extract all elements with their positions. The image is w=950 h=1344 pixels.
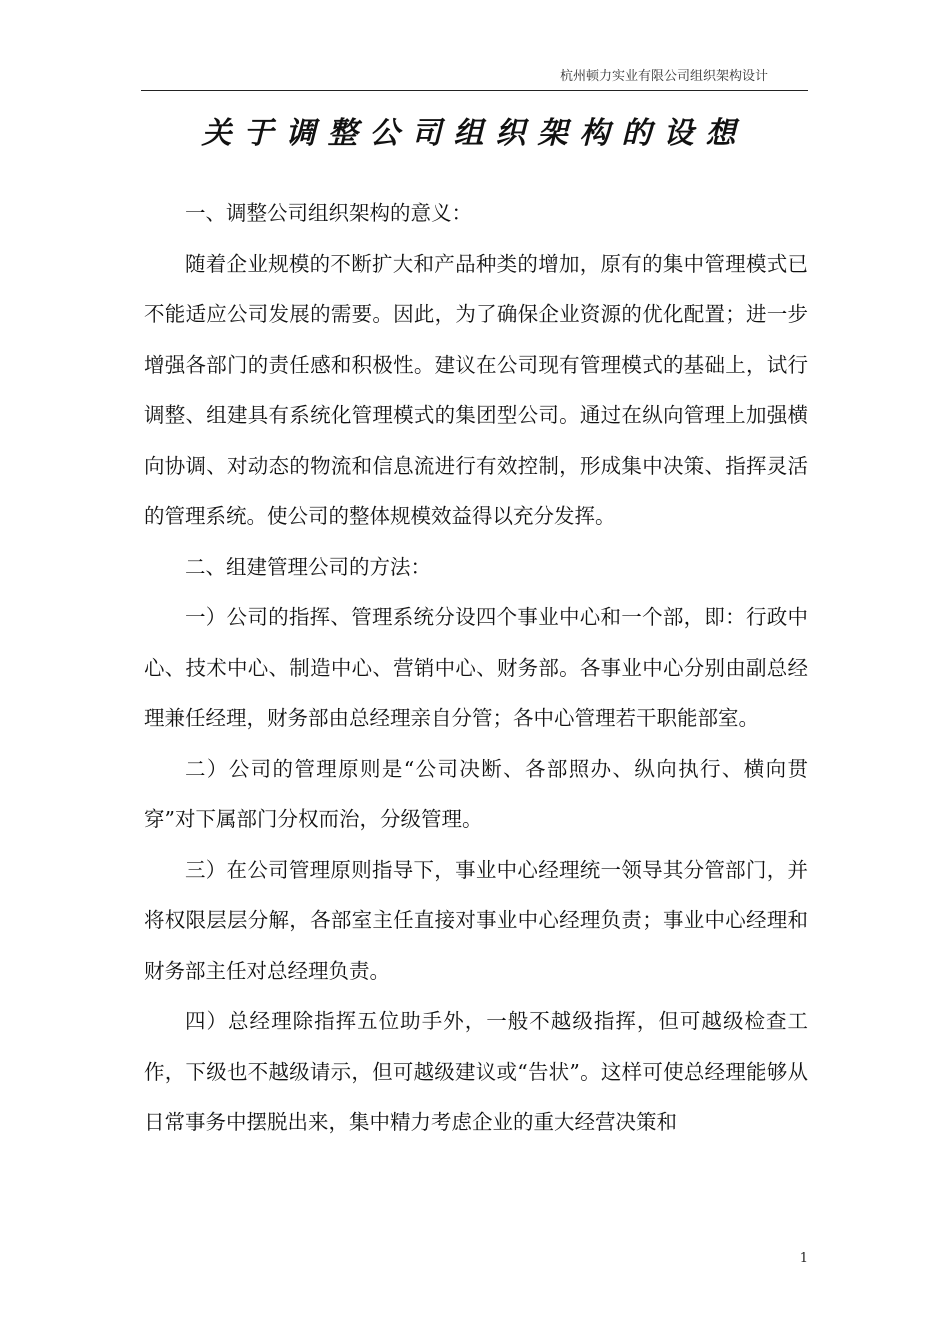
document-body: [144, 188, 808, 1148]
running-header: [141, 68, 808, 91]
section-heading-1: 一、调整公司组织架构的意义：: [185, 201, 472, 225]
body-paragraph: 二）公司的管理原则是“公司决断、各部照办、纵向执行、横向贯穿”对下属部门分权而治，分级管理。: [144, 756, 808, 831]
document-title: 关于调整公司组织架构的设想: [201, 116, 748, 151]
section-heading-2: 二、组建管理公司的方法：: [185, 554, 431, 579]
body-paragraph: 三）在公司管理原则指导下，事业中心经理统一领导其分管部门，并将权限层层分解，各部室主任直接对事业中心经理负责；事业中心经理和财务部主任对总经理负责。: [144, 857, 808, 983]
body-paragraph: 四）总经理除指挥五位助手外，一般不越级指挥，但可越级检查工作，下级也不越级请示，但可越级建议或“告状”。这样可使总经理能够从日常事务中摆脱出来，集中精力考虑企业的重大经营决策和: [144, 1009, 808, 1134]
body-paragraph: 一）公司的指挥、管理系统分设四个事业中心和一个部，即：行政中心、技术中心、制造中心、营销中心、财务部。各事业中心分别由副总经理兼任经理，财务部由总经理亲自分管；各中心管理若干职能部室。: [144, 605, 808, 730]
page-number: 1: [799, 1251, 808, 1266]
body-paragraph: 随着企业规模的不断扩大和产品种类的增加，原有的集中管理模式已不能适应公司发展的需要。因此，为了确保企业资源的优化配置；进一步增强各部门的责任感和积极性。建议在公司现有管理模式的基础上，试行调整、组建具有系统化管理模式的集团型公司。通过在纵向管理上加强横向协调、对动态的物流和信息流进行有效控制，形成集中决策、指挥灵活的管理系统。使公司的整体规模效益得以充分发挥。: [144, 251, 808, 528]
running-title: 杭州顿力实业有限公司组织架构设计: [559, 69, 768, 84]
